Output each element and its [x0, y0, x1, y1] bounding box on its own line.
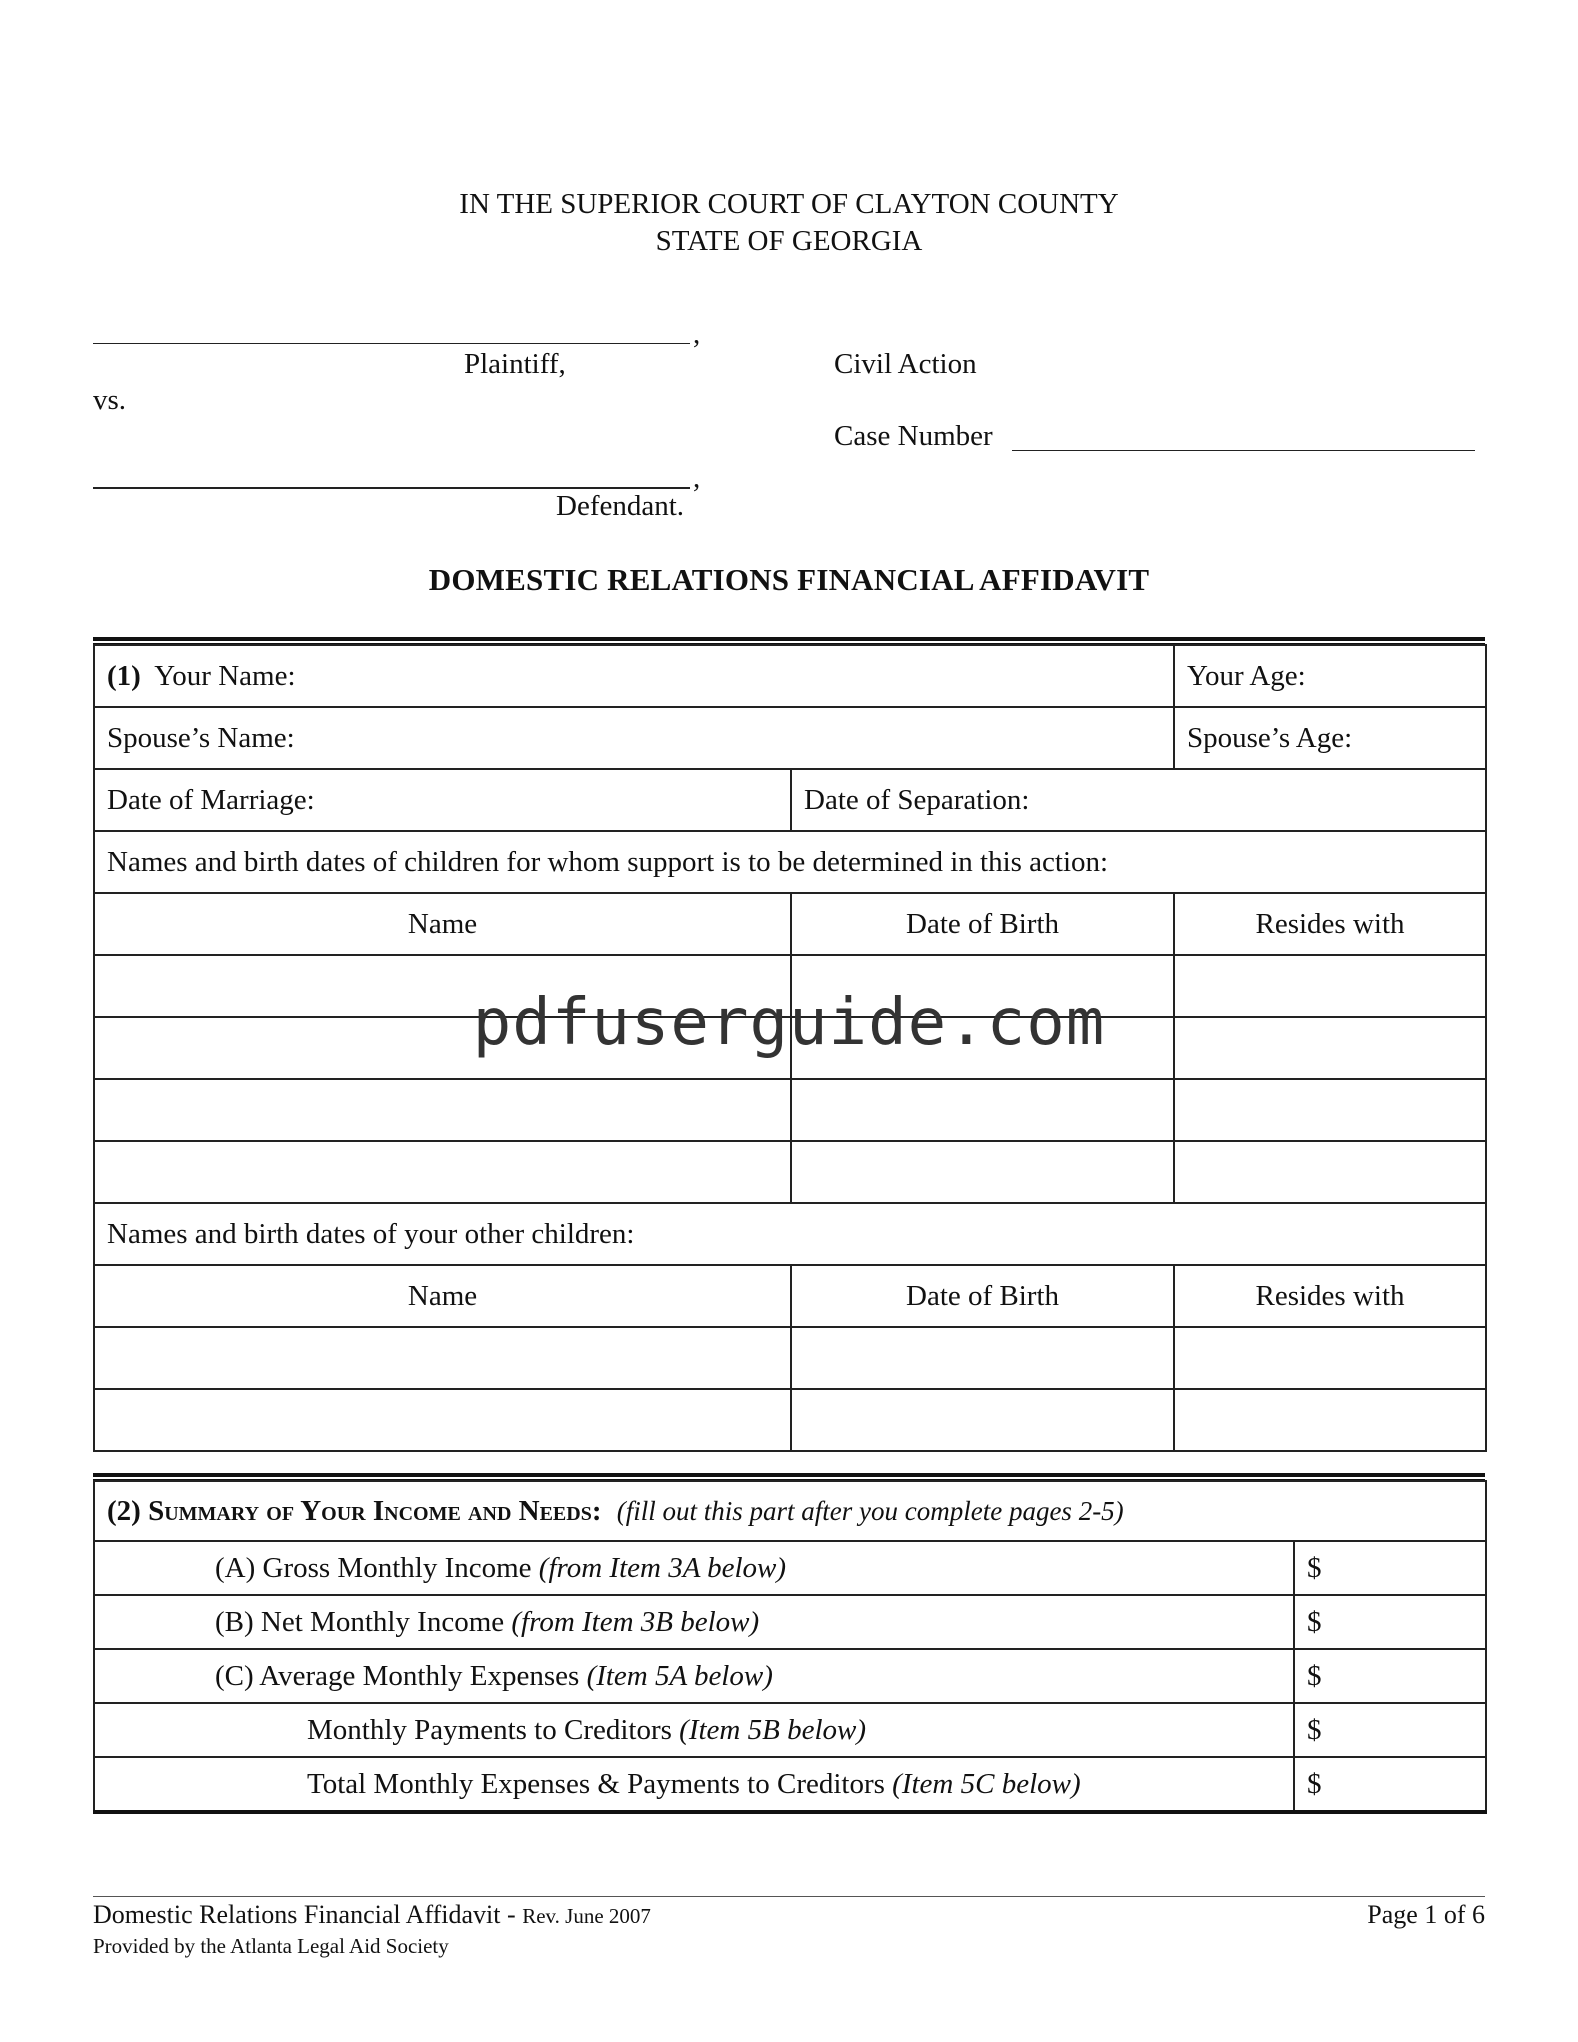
plaintiff-label: Plaintiff,	[464, 348, 566, 380]
civil-action-label: Civil Action	[834, 348, 977, 380]
footer-page-number: Page 1 of 6	[1367, 1900, 1485, 1929]
summary-row-label	[94, 1703, 1294, 1757]
summary-row-label	[94, 1649, 1294, 1703]
total-monthly-expenses-label: Total Monthly Expenses & Payments to Creditors	[307, 1767, 885, 1800]
watermark-text: pdfuserguide.com	[472, 986, 1106, 1060]
section-2-heading-row	[94, 1481, 1486, 1541]
spouse-age-cell[interactable]	[1174, 707, 1486, 769]
case-number-line[interactable]	[1012, 450, 1475, 451]
other-child-resides-cell[interactable]	[1174, 1389, 1486, 1451]
currency-symbol: $	[1307, 1767, 1322, 1800]
your-name-label: Your Name:	[154, 659, 296, 692]
plaintiff-name-line[interactable]	[93, 343, 690, 344]
table-row	[94, 1703, 1486, 1757]
children-support-columns	[94, 893, 1486, 955]
other-child-name-cell[interactable]	[94, 1327, 791, 1389]
spouse-age-label: Spouse’s Age:	[1187, 721, 1353, 754]
table-top-rule	[93, 637, 1485, 644]
summary-row-label	[94, 1595, 1294, 1649]
gross-monthly-income-amount[interactable]	[1294, 1541, 1486, 1595]
net-monthly-income-ref: (from Item 3B below)	[511, 1605, 760, 1638]
net-monthly-income-amount[interactable]	[1294, 1595, 1486, 1649]
your-age-cell[interactable]	[1174, 645, 1486, 707]
other-children-columns	[94, 1265, 1486, 1327]
footer-form-name	[93, 1900, 651, 1930]
vs-label: vs.	[93, 384, 127, 416]
section-2-table	[93, 1480, 1487, 1814]
row-your-name	[94, 645, 1486, 707]
average-monthly-expenses-label: (C) Average Monthly Expenses	[215, 1659, 580, 1692]
other-child-dob-cell[interactable]	[791, 1327, 1174, 1389]
defendant-name-line[interactable]	[93, 487, 690, 489]
gross-monthly-income-ref: (from Item 3A below)	[538, 1551, 787, 1584]
section-2-top-rule	[93, 1473, 1485, 1480]
monthly-payments-creditors-ref: (Item 5B below)	[679, 1713, 867, 1746]
court-state: STATE OF GEORGIA	[655, 225, 923, 257]
column-header-resides-with: Resides with	[1174, 1265, 1486, 1327]
footer-separator: -	[500, 1900, 523, 1929]
table-row	[94, 1757, 1486, 1812]
footer-form-title: Domestic Relations Financial Affidavit	[93, 1900, 501, 1929]
child-name-cell[interactable]	[94, 1079, 791, 1141]
table-row	[94, 1595, 1486, 1649]
footer-rule	[93, 1896, 1485, 1897]
defendant-label: Defendant.	[556, 490, 685, 522]
section-2-title: Summary of Your Income and Needs:	[148, 1494, 602, 1527]
plaintiff-comma: ,	[693, 318, 701, 350]
total-monthly-expenses-ref: (Item 5C below)	[892, 1767, 1081, 1800]
date-of-separation-label: Date of Separation:	[804, 783, 1030, 816]
other-child-name-cell[interactable]	[94, 1389, 791, 1451]
spouse-name-label: Spouse’s Name:	[107, 721, 295, 754]
other-children-heading: Names and birth dates of your other children:	[94, 1203, 1486, 1265]
currency-symbol: $	[1307, 1551, 1322, 1584]
table-row	[94, 1079, 1486, 1141]
column-header-date-of-birth: Date of Birth	[791, 1265, 1174, 1327]
table-row	[94, 1141, 1486, 1203]
table-row	[94, 1541, 1486, 1595]
table-row	[94, 1327, 1486, 1389]
gross-monthly-income-label: (A) Gross Monthly Income	[215, 1551, 532, 1584]
column-header-name: Name	[94, 893, 791, 955]
your-name-cell[interactable]	[94, 645, 1174, 707]
defendant-comma: ,	[693, 462, 701, 494]
row-children-support-heading	[94, 831, 1486, 893]
summary-row-label	[94, 1541, 1294, 1595]
footer-revision: Rev. June 2007	[522, 1904, 651, 1928]
row-other-children-heading	[94, 1203, 1486, 1265]
other-child-resides-cell[interactable]	[1174, 1327, 1486, 1389]
date-of-marriage-cell[interactable]	[94, 769, 791, 831]
date-of-marriage-label: Date of Marriage:	[107, 783, 315, 816]
column-header-name: Name	[94, 1265, 791, 1327]
form-title: DOMESTIC RELATIONS FINANCIAL AFFIDAVIT	[428, 562, 1150, 597]
currency-symbol: $	[1307, 1713, 1322, 1746]
average-monthly-expenses-ref: (Item 5A below)	[586, 1659, 773, 1692]
section-1-number: (1)	[107, 659, 141, 692]
net-monthly-income-label: (B) Net Monthly Income	[215, 1605, 505, 1638]
column-header-resides-with: Resides with	[1174, 893, 1486, 955]
currency-symbol: $	[1307, 1605, 1322, 1638]
footer-provider: Provided by the Atlanta Legal Aid Society	[93, 1934, 449, 1958]
child-resides-cell[interactable]	[1174, 1141, 1486, 1203]
table-row	[94, 1389, 1486, 1451]
table-row	[94, 1649, 1486, 1703]
court-name: IN THE SUPERIOR COURT OF CLAYTON COUNTY	[459, 188, 1119, 220]
section-2-heading	[94, 1481, 1486, 1541]
date-of-separation-cell[interactable]	[791, 769, 1486, 831]
monthly-payments-creditors-label: Monthly Payments to Creditors	[307, 1713, 672, 1746]
currency-symbol: $	[1307, 1659, 1322, 1692]
child-dob-cell[interactable]	[791, 1079, 1174, 1141]
child-resides-cell[interactable]	[1174, 1079, 1486, 1141]
row-dates	[94, 769, 1486, 831]
summary-row-label	[94, 1757, 1294, 1812]
total-monthly-expenses-amount[interactable]	[1294, 1757, 1486, 1812]
column-header-date-of-birth: Date of Birth	[791, 893, 1174, 955]
case-number-label: Case Number	[834, 420, 993, 452]
monthly-payments-creditors-amount[interactable]	[1294, 1703, 1486, 1757]
children-support-heading: Names and birth dates of children for whom support is to be determined in this action:	[94, 831, 1486, 893]
child-dob-cell[interactable]	[791, 1141, 1174, 1203]
average-monthly-expenses-amount[interactable]	[1294, 1649, 1486, 1703]
section-2-number: (2)	[107, 1494, 141, 1527]
row-spouse-name	[94, 707, 1486, 769]
other-child-dob-cell[interactable]	[791, 1389, 1174, 1451]
child-name-cell[interactable]	[94, 1141, 791, 1203]
section-2-note: (fill out this part after you complete pages 2-5)	[616, 1495, 1124, 1526]
your-age-label: Your Age:	[1187, 659, 1306, 692]
spouse-name-cell[interactable]	[94, 707, 1174, 769]
